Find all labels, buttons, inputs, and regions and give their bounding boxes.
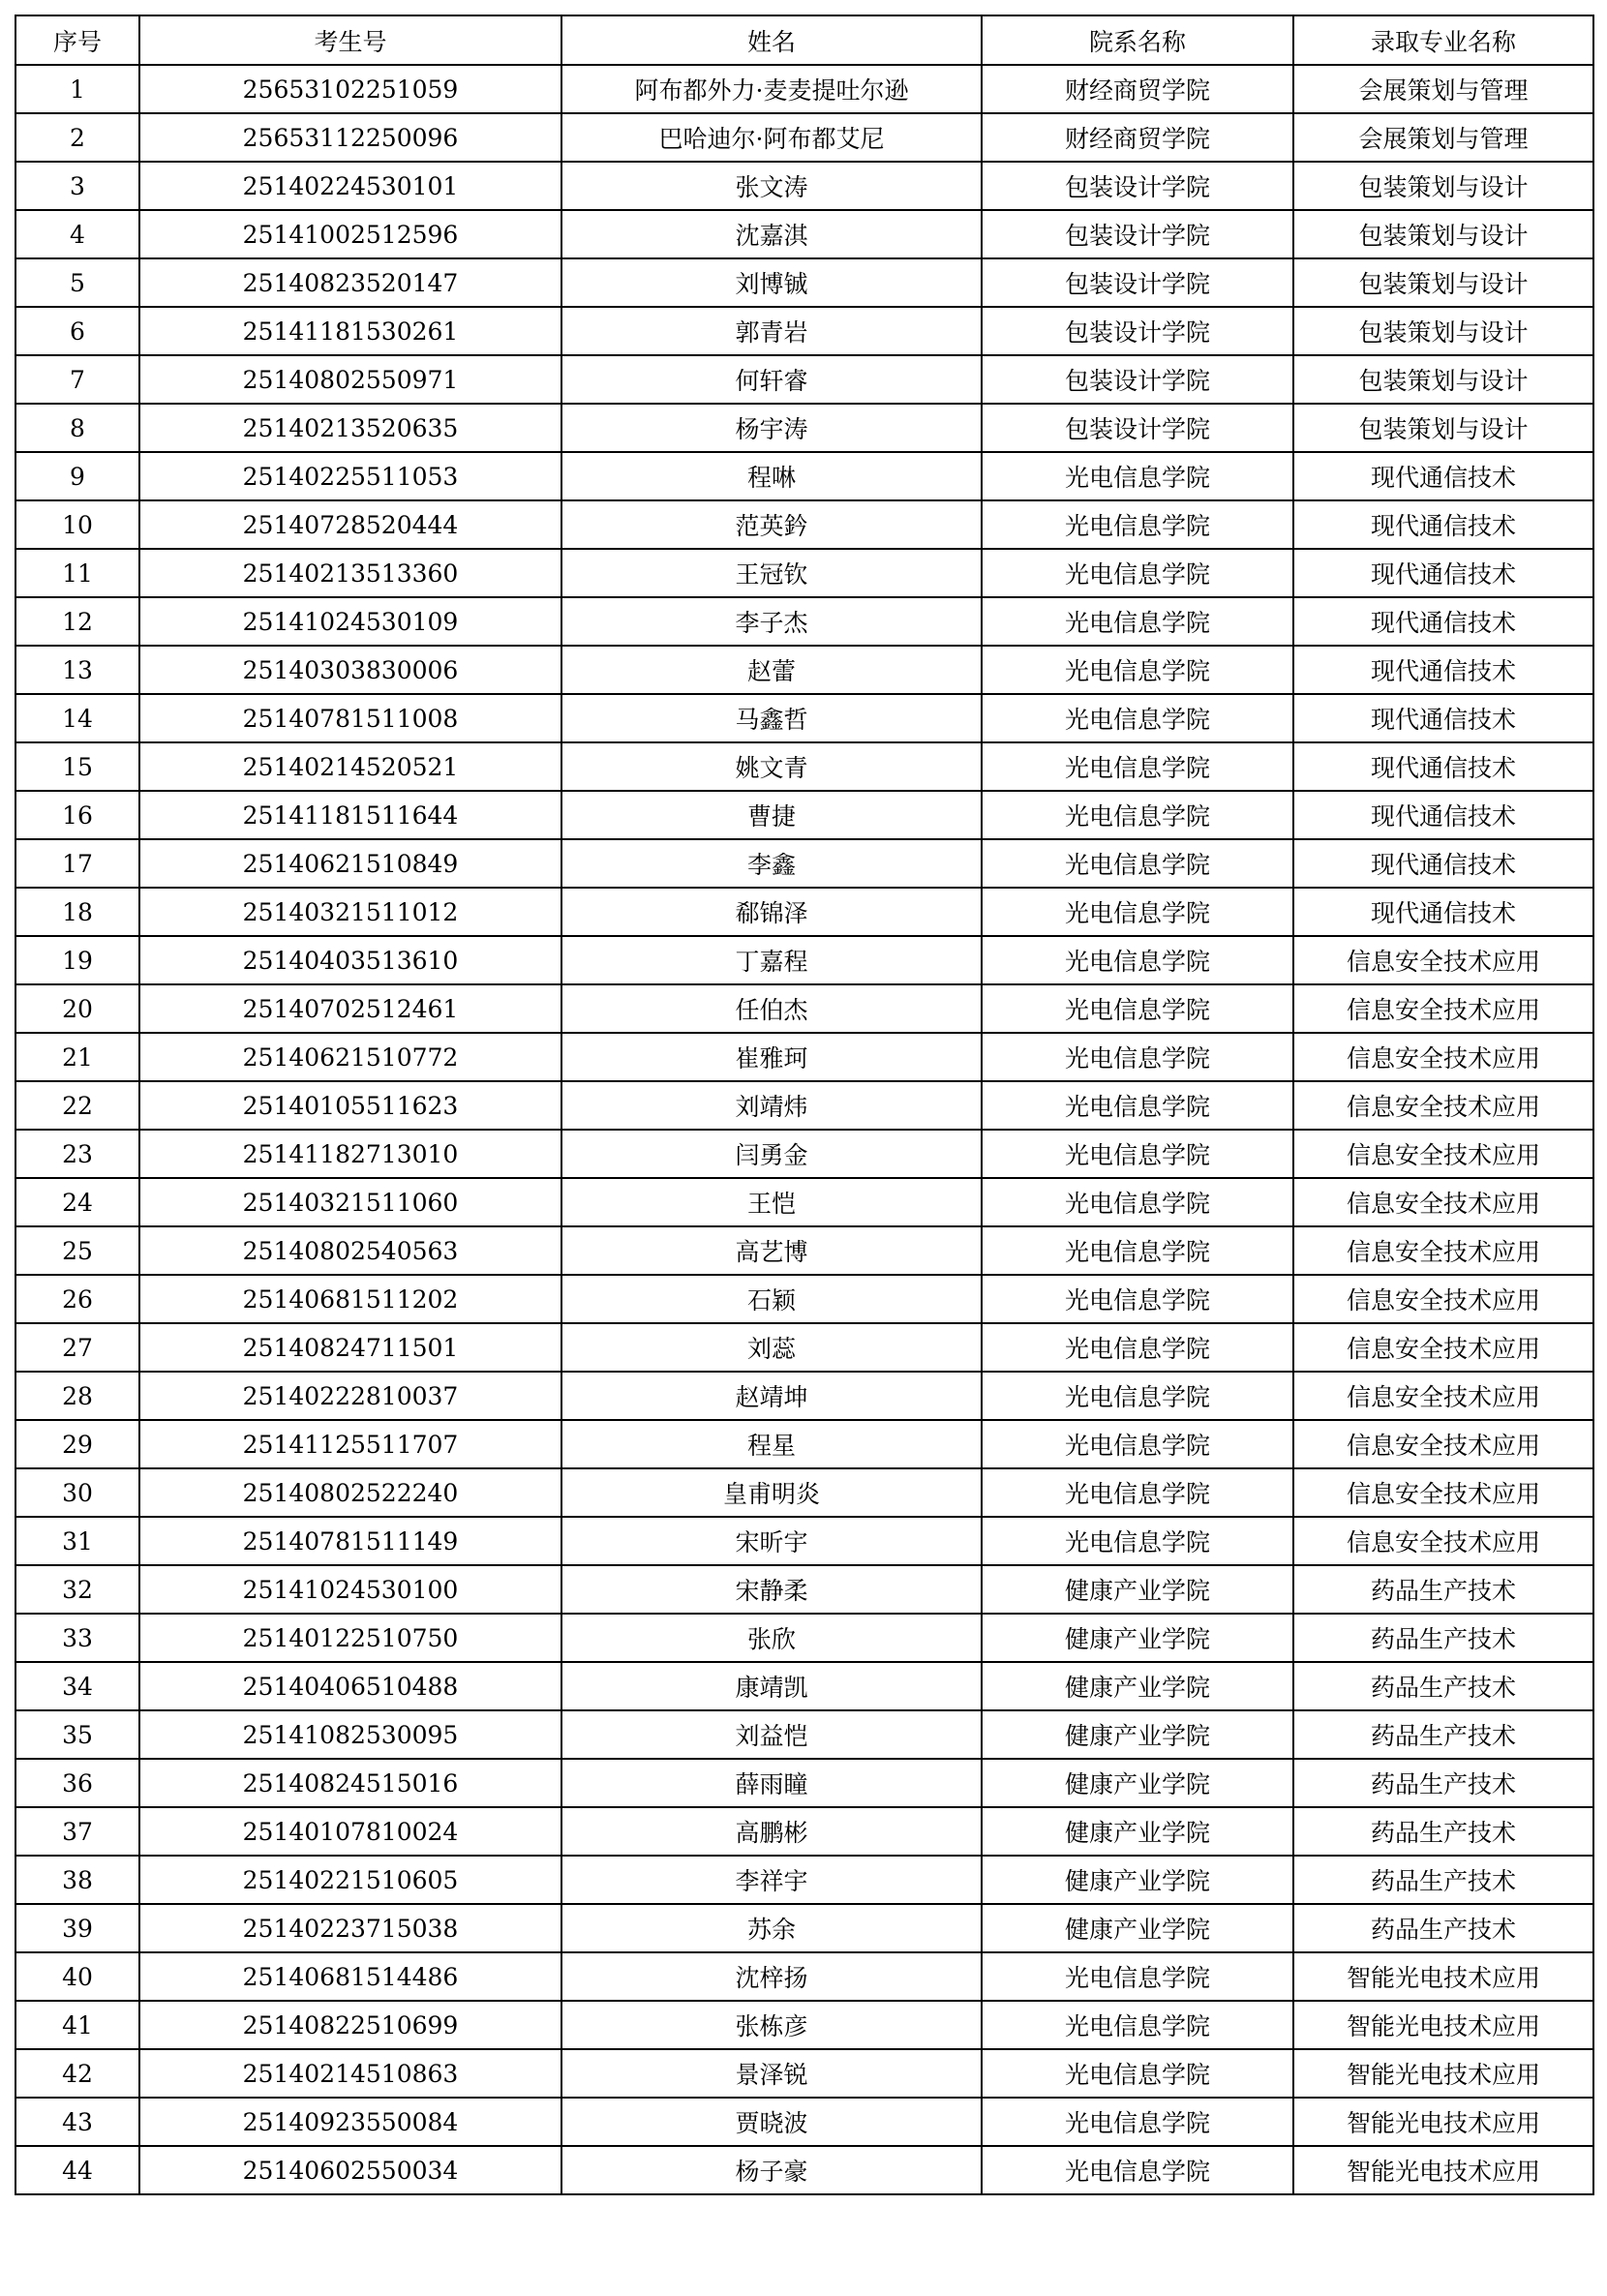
exam-id-cell: 25141182713010 bbox=[139, 1130, 561, 1178]
department-cell: 光电信息学院 bbox=[982, 452, 1293, 500]
seq-cell: 34 bbox=[15, 1662, 139, 1710]
major-cell: 包装策划与设计 bbox=[1293, 210, 1593, 258]
department-cell: 光电信息学院 bbox=[982, 2049, 1293, 2098]
table-row bbox=[15, 791, 1593, 839]
name-cell: 王冠钦 bbox=[561, 549, 982, 597]
major-cell: 会展策划与管理 bbox=[1293, 65, 1593, 113]
department-cell: 光电信息学院 bbox=[982, 2098, 1293, 2146]
name-cell: 程星 bbox=[561, 1420, 982, 1468]
header-name: 姓名 bbox=[561, 15, 982, 65]
name-cell: 刘博铖 bbox=[561, 258, 982, 307]
seq-cell: 2 bbox=[15, 113, 139, 162]
exam-id-cell: 25140224530101 bbox=[139, 162, 561, 210]
department-cell: 光电信息学院 bbox=[982, 1517, 1293, 1565]
table-row bbox=[15, 2049, 1593, 2098]
department-cell: 光电信息学院 bbox=[982, 1033, 1293, 1081]
major-cell: 现代通信技术 bbox=[1293, 694, 1593, 742]
major-cell: 包装策划与设计 bbox=[1293, 258, 1593, 307]
major-cell: 药品生产技术 bbox=[1293, 1662, 1593, 1710]
seq-cell: 4 bbox=[15, 210, 139, 258]
name-cell: 巴哈迪尔·阿布都艾尼 bbox=[561, 113, 982, 162]
department-cell: 包装设计学院 bbox=[982, 258, 1293, 307]
table-row bbox=[15, 1517, 1593, 1565]
department-cell: 光电信息学院 bbox=[982, 1226, 1293, 1275]
name-cell: 宋静柔 bbox=[561, 1565, 982, 1614]
exam-id-cell: 25140214510863 bbox=[139, 2049, 561, 2098]
name-cell: 李祥宇 bbox=[561, 1856, 982, 1904]
department-cell: 光电信息学院 bbox=[982, 984, 1293, 1033]
major-cell: 信息安全技术应用 bbox=[1293, 1517, 1593, 1565]
major-cell: 现代通信技术 bbox=[1293, 500, 1593, 549]
department-cell: 健康产业学院 bbox=[982, 1807, 1293, 1856]
name-cell: 何轩睿 bbox=[561, 355, 982, 404]
name-cell: 张栋彦 bbox=[561, 2001, 982, 2049]
major-cell: 信息安全技术应用 bbox=[1293, 1081, 1593, 1130]
name-cell: 崔雅珂 bbox=[561, 1033, 982, 1081]
exam-id-cell: 25140213513360 bbox=[139, 549, 561, 597]
seq-cell: 43 bbox=[15, 2098, 139, 2146]
exam-id-cell: 25141024530100 bbox=[139, 1565, 561, 1614]
major-cell: 会展策划与管理 bbox=[1293, 113, 1593, 162]
name-cell: 沈嘉淇 bbox=[561, 210, 982, 258]
exam-id-cell: 25141082530095 bbox=[139, 1710, 561, 1759]
exam-id-cell: 25140225511053 bbox=[139, 452, 561, 500]
name-cell: 景泽锐 bbox=[561, 2049, 982, 2098]
table-row bbox=[15, 936, 1593, 984]
table-row bbox=[15, 1468, 1593, 1517]
major-cell: 现代通信技术 bbox=[1293, 888, 1593, 936]
major-cell: 现代通信技术 bbox=[1293, 452, 1593, 500]
seq-cell: 31 bbox=[15, 1517, 139, 1565]
major-cell: 信息安全技术应用 bbox=[1293, 1468, 1593, 1517]
table-row bbox=[15, 1130, 1593, 1178]
department-cell: 光电信息学院 bbox=[982, 1952, 1293, 2001]
table-row bbox=[15, 1226, 1593, 1275]
seq-cell: 12 bbox=[15, 597, 139, 646]
major-cell: 药品生产技术 bbox=[1293, 1710, 1593, 1759]
exam-id-cell: 25140122510750 bbox=[139, 1614, 561, 1662]
table-row bbox=[15, 1372, 1593, 1420]
seq-cell: 37 bbox=[15, 1807, 139, 1856]
major-cell: 药品生产技术 bbox=[1293, 1807, 1593, 1856]
table-row bbox=[15, 355, 1593, 404]
exam-id-cell: 25140214520521 bbox=[139, 742, 561, 791]
department-cell: 健康产业学院 bbox=[982, 1710, 1293, 1759]
seq-cell: 29 bbox=[15, 1420, 139, 1468]
major-cell: 信息安全技术应用 bbox=[1293, 1226, 1593, 1275]
department-cell: 包装设计学院 bbox=[982, 307, 1293, 355]
seq-cell: 21 bbox=[15, 1033, 139, 1081]
seq-cell: 5 bbox=[15, 258, 139, 307]
name-cell: 姚文青 bbox=[561, 742, 982, 791]
seq-cell: 3 bbox=[15, 162, 139, 210]
exam-id-cell: 25140823520147 bbox=[139, 258, 561, 307]
major-cell: 药品生产技术 bbox=[1293, 1614, 1593, 1662]
major-cell: 信息安全技术应用 bbox=[1293, 936, 1593, 984]
name-cell: 张文涛 bbox=[561, 162, 982, 210]
name-cell: 王恺 bbox=[561, 1178, 982, 1226]
department-cell: 光电信息学院 bbox=[982, 1275, 1293, 1323]
department-cell: 包装设计学院 bbox=[982, 162, 1293, 210]
name-cell: 宋昕宇 bbox=[561, 1517, 982, 1565]
major-cell: 智能光电技术应用 bbox=[1293, 2001, 1593, 2049]
table-row bbox=[15, 404, 1593, 452]
exam-id-cell: 25140213520635 bbox=[139, 404, 561, 452]
admission-list-sheet bbox=[15, 15, 1592, 2195]
exam-id-cell: 25140681514486 bbox=[139, 1952, 561, 2001]
name-cell: 李鑫 bbox=[561, 839, 982, 888]
exam-id-cell: 25140222810037 bbox=[139, 1372, 561, 1420]
name-cell: 高艺博 bbox=[561, 1226, 982, 1275]
department-cell: 光电信息学院 bbox=[982, 936, 1293, 984]
exam-id-cell: 25653102251059 bbox=[139, 65, 561, 113]
department-cell: 光电信息学院 bbox=[982, 646, 1293, 694]
exam-id-cell: 25141181511644 bbox=[139, 791, 561, 839]
table-row bbox=[15, 2001, 1593, 2049]
table-row bbox=[15, 1807, 1593, 1856]
major-cell: 现代通信技术 bbox=[1293, 597, 1593, 646]
department-cell: 健康产业学院 bbox=[982, 1759, 1293, 1807]
major-cell: 信息安全技术应用 bbox=[1293, 1420, 1593, 1468]
exam-id-cell: 25140923550084 bbox=[139, 2098, 561, 2146]
table-row bbox=[15, 1081, 1593, 1130]
name-cell: 丁嘉程 bbox=[561, 936, 982, 984]
exam-id-cell: 25140621510772 bbox=[139, 1033, 561, 1081]
table-row bbox=[15, 742, 1593, 791]
table-row bbox=[15, 549, 1593, 597]
department-cell: 包装设计学院 bbox=[982, 355, 1293, 404]
name-cell: 李子杰 bbox=[561, 597, 982, 646]
table-row bbox=[15, 65, 1593, 113]
exam-id-cell: 25140822510699 bbox=[139, 2001, 561, 2049]
table-row bbox=[15, 452, 1593, 500]
seq-cell: 30 bbox=[15, 1468, 139, 1517]
major-cell: 智能光电技术应用 bbox=[1293, 2146, 1593, 2194]
major-cell: 包装策划与设计 bbox=[1293, 355, 1593, 404]
seq-cell: 25 bbox=[15, 1226, 139, 1275]
major-cell: 现代通信技术 bbox=[1293, 839, 1593, 888]
exam-id-cell: 25140728520444 bbox=[139, 500, 561, 549]
department-cell: 光电信息学院 bbox=[982, 549, 1293, 597]
seq-cell: 1 bbox=[15, 65, 139, 113]
table-row bbox=[15, 1759, 1593, 1807]
table-row bbox=[15, 1662, 1593, 1710]
table-row bbox=[15, 1904, 1593, 1952]
major-cell: 信息安全技术应用 bbox=[1293, 1275, 1593, 1323]
name-cell: 范英鈐 bbox=[561, 500, 982, 549]
department-cell: 健康产业学院 bbox=[982, 1614, 1293, 1662]
name-cell: 阿布都外力·麦麦提吐尔逊 bbox=[561, 65, 982, 113]
department-cell: 光电信息学院 bbox=[982, 1372, 1293, 1420]
department-cell: 光电信息学院 bbox=[982, 839, 1293, 888]
name-cell: 苏余 bbox=[561, 1904, 982, 1952]
major-cell: 信息安全技术应用 bbox=[1293, 1130, 1593, 1178]
name-cell: 马鑫哲 bbox=[561, 694, 982, 742]
seq-cell: 28 bbox=[15, 1372, 139, 1420]
name-cell: 石颖 bbox=[561, 1275, 982, 1323]
department-cell: 光电信息学院 bbox=[982, 742, 1293, 791]
major-cell: 包装策划与设计 bbox=[1293, 404, 1593, 452]
department-cell: 财经商贸学院 bbox=[982, 65, 1293, 113]
exam-id-cell: 25141002512596 bbox=[139, 210, 561, 258]
table-row bbox=[15, 839, 1593, 888]
seq-cell: 7 bbox=[15, 355, 139, 404]
name-cell: 杨子豪 bbox=[561, 2146, 982, 2194]
seq-cell: 17 bbox=[15, 839, 139, 888]
department-cell: 光电信息学院 bbox=[982, 694, 1293, 742]
name-cell: 曹捷 bbox=[561, 791, 982, 839]
seq-cell: 23 bbox=[15, 1130, 139, 1178]
exam-id-cell: 25140321511012 bbox=[139, 888, 561, 936]
seq-cell: 15 bbox=[15, 742, 139, 791]
department-cell: 光电信息学院 bbox=[982, 1130, 1293, 1178]
table-row bbox=[15, 888, 1593, 936]
name-cell: 闫勇金 bbox=[561, 1130, 982, 1178]
seq-cell: 27 bbox=[15, 1323, 139, 1372]
major-cell: 信息安全技术应用 bbox=[1293, 984, 1593, 1033]
major-cell: 智能光电技术应用 bbox=[1293, 2098, 1593, 2146]
name-cell: 赵蕾 bbox=[561, 646, 982, 694]
seq-cell: 36 bbox=[15, 1759, 139, 1807]
exam-id-cell: 25140621510849 bbox=[139, 839, 561, 888]
exam-id-cell: 25140781511008 bbox=[139, 694, 561, 742]
table-body bbox=[15, 65, 1593, 2194]
seq-cell: 40 bbox=[15, 1952, 139, 2001]
table-row bbox=[15, 307, 1593, 355]
header-exam-id: 考生号 bbox=[139, 15, 561, 65]
exam-id-cell: 25140406510488 bbox=[139, 1662, 561, 1710]
header-seq: 序号 bbox=[15, 15, 139, 65]
seq-cell: 38 bbox=[15, 1856, 139, 1904]
table-row bbox=[15, 113, 1593, 162]
department-cell: 光电信息学院 bbox=[982, 1178, 1293, 1226]
department-cell: 光电信息学院 bbox=[982, 1081, 1293, 1130]
table-row bbox=[15, 1323, 1593, 1372]
table-row bbox=[15, 1178, 1593, 1226]
major-cell: 包装策划与设计 bbox=[1293, 162, 1593, 210]
major-cell: 包装策划与设计 bbox=[1293, 307, 1593, 355]
table-row bbox=[15, 162, 1593, 210]
table-row bbox=[15, 1856, 1593, 1904]
name-cell: 高鹏彬 bbox=[561, 1807, 982, 1856]
table-row bbox=[15, 1275, 1593, 1323]
exam-id-cell: 25140824711501 bbox=[139, 1323, 561, 1372]
exam-id-cell: 25140802540563 bbox=[139, 1226, 561, 1275]
major-cell: 药品生产技术 bbox=[1293, 1565, 1593, 1614]
major-cell: 信息安全技术应用 bbox=[1293, 1372, 1593, 1420]
table-row bbox=[15, 646, 1593, 694]
department-cell: 财经商贸学院 bbox=[982, 113, 1293, 162]
department-cell: 光电信息学院 bbox=[982, 1468, 1293, 1517]
table-row bbox=[15, 2146, 1593, 2194]
department-cell: 健康产业学院 bbox=[982, 1662, 1293, 1710]
header-major: 录取专业名称 bbox=[1293, 15, 1593, 65]
name-cell: 任伯杰 bbox=[561, 984, 982, 1033]
seq-cell: 9 bbox=[15, 452, 139, 500]
seq-cell: 33 bbox=[15, 1614, 139, 1662]
admission-table bbox=[15, 15, 1594, 2195]
exam-id-cell: 25653112250096 bbox=[139, 113, 561, 162]
major-cell: 药品生产技术 bbox=[1293, 1856, 1593, 1904]
major-cell: 现代通信技术 bbox=[1293, 646, 1593, 694]
seq-cell: 22 bbox=[15, 1081, 139, 1130]
department-cell: 包装设计学院 bbox=[982, 404, 1293, 452]
major-cell: 现代通信技术 bbox=[1293, 549, 1593, 597]
table-row bbox=[15, 2098, 1593, 2146]
seq-cell: 39 bbox=[15, 1904, 139, 1952]
seq-cell: 13 bbox=[15, 646, 139, 694]
exam-id-cell: 25141181530261 bbox=[139, 307, 561, 355]
exam-id-cell: 25140303830006 bbox=[139, 646, 561, 694]
seq-cell: 42 bbox=[15, 2049, 139, 2098]
exam-id-cell: 25141125511707 bbox=[139, 1420, 561, 1468]
name-cell: 沈梓扬 bbox=[561, 1952, 982, 2001]
seq-cell: 14 bbox=[15, 694, 139, 742]
department-cell: 光电信息学院 bbox=[982, 2001, 1293, 2049]
major-cell: 智能光电技术应用 bbox=[1293, 1952, 1593, 2001]
major-cell: 信息安全技术应用 bbox=[1293, 1033, 1593, 1081]
table-row bbox=[15, 984, 1593, 1033]
table-row bbox=[15, 1420, 1593, 1468]
seq-cell: 11 bbox=[15, 549, 139, 597]
exam-id-cell: 25140802522240 bbox=[139, 1468, 561, 1517]
exam-id-cell: 25140107810024 bbox=[139, 1807, 561, 1856]
major-cell: 信息安全技术应用 bbox=[1293, 1178, 1593, 1226]
department-cell: 包装设计学院 bbox=[982, 210, 1293, 258]
exam-id-cell: 25140802550971 bbox=[139, 355, 561, 404]
name-cell: 薛雨瞳 bbox=[561, 1759, 982, 1807]
major-cell: 现代通信技术 bbox=[1293, 742, 1593, 791]
name-cell: 康靖凯 bbox=[561, 1662, 982, 1710]
major-cell: 药品生产技术 bbox=[1293, 1904, 1593, 1952]
table-row bbox=[15, 597, 1593, 646]
table-row bbox=[15, 1565, 1593, 1614]
exam-id-cell: 25140321511060 bbox=[139, 1178, 561, 1226]
name-cell: 刘蕊 bbox=[561, 1323, 982, 1372]
header-department: 院系名称 bbox=[982, 15, 1293, 65]
seq-cell: 26 bbox=[15, 1275, 139, 1323]
department-cell: 健康产业学院 bbox=[982, 1904, 1293, 1952]
seq-cell: 32 bbox=[15, 1565, 139, 1614]
seq-cell: 6 bbox=[15, 307, 139, 355]
department-cell: 光电信息学院 bbox=[982, 791, 1293, 839]
seq-cell: 16 bbox=[15, 791, 139, 839]
seq-cell: 10 bbox=[15, 500, 139, 549]
name-cell: 郗锦泽 bbox=[561, 888, 982, 936]
seq-cell: 18 bbox=[15, 888, 139, 936]
name-cell: 刘益恺 bbox=[561, 1710, 982, 1759]
department-cell: 光电信息学院 bbox=[982, 500, 1293, 549]
table-row bbox=[15, 500, 1593, 549]
major-cell: 药品生产技术 bbox=[1293, 1759, 1593, 1807]
major-cell: 智能光电技术应用 bbox=[1293, 2049, 1593, 2098]
exam-id-cell: 25140221510605 bbox=[139, 1856, 561, 1904]
name-cell: 刘靖炜 bbox=[561, 1081, 982, 1130]
major-cell: 信息安全技术应用 bbox=[1293, 1323, 1593, 1372]
department-cell: 健康产业学院 bbox=[982, 1565, 1293, 1614]
seq-cell: 35 bbox=[15, 1710, 139, 1759]
name-cell: 程啉 bbox=[561, 452, 982, 500]
department-cell: 健康产业学院 bbox=[982, 1856, 1293, 1904]
name-cell: 赵靖坤 bbox=[561, 1372, 982, 1420]
exam-id-cell: 25140824515016 bbox=[139, 1759, 561, 1807]
exam-id-cell: 25140781511149 bbox=[139, 1517, 561, 1565]
seq-cell: 41 bbox=[15, 2001, 139, 2049]
exam-id-cell: 25140403513610 bbox=[139, 936, 561, 984]
seq-cell: 8 bbox=[15, 404, 139, 452]
department-cell: 光电信息学院 bbox=[982, 1420, 1293, 1468]
major-cell: 现代通信技术 bbox=[1293, 791, 1593, 839]
name-cell: 贾晓波 bbox=[561, 2098, 982, 2146]
table-row bbox=[15, 694, 1593, 742]
exam-id-cell: 25140702512461 bbox=[139, 984, 561, 1033]
seq-cell: 20 bbox=[15, 984, 139, 1033]
exam-id-cell: 25140223715038 bbox=[139, 1904, 561, 1952]
exam-id-cell: 25140602550034 bbox=[139, 2146, 561, 2194]
table-row bbox=[15, 258, 1593, 307]
seq-cell: 44 bbox=[15, 2146, 139, 2194]
table-row bbox=[15, 210, 1593, 258]
department-cell: 光电信息学院 bbox=[982, 1323, 1293, 1372]
seq-cell: 24 bbox=[15, 1178, 139, 1226]
seq-cell: 19 bbox=[15, 936, 139, 984]
department-cell: 光电信息学院 bbox=[982, 597, 1293, 646]
name-cell: 张欣 bbox=[561, 1614, 982, 1662]
department-cell: 光电信息学院 bbox=[982, 2146, 1293, 2194]
table-header-row bbox=[15, 15, 1593, 65]
exam-id-cell: 25140681511202 bbox=[139, 1275, 561, 1323]
table-row bbox=[15, 1033, 1593, 1081]
table-row bbox=[15, 1614, 1593, 1662]
exam-id-cell: 25140105511623 bbox=[139, 1081, 561, 1130]
table-row bbox=[15, 1952, 1593, 2001]
department-cell: 光电信息学院 bbox=[982, 888, 1293, 936]
name-cell: 郭青岩 bbox=[561, 307, 982, 355]
name-cell: 杨宇涛 bbox=[561, 404, 982, 452]
name-cell: 皇甫明炎 bbox=[561, 1468, 982, 1517]
exam-id-cell: 25141024530109 bbox=[139, 597, 561, 646]
table-row bbox=[15, 1710, 1593, 1759]
